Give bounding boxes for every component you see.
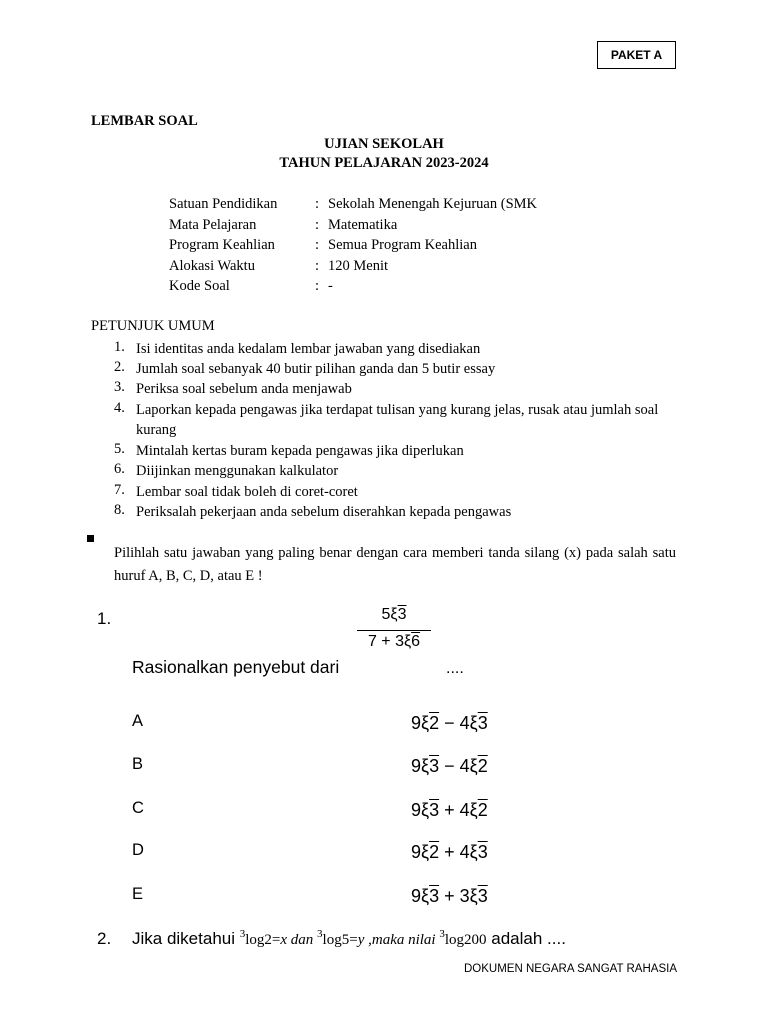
radicand: 2: [477, 800, 488, 820]
info-colon: :: [315, 217, 320, 233]
info-colon: :: [315, 258, 320, 274]
bullet-marker: [87, 535, 94, 542]
radicand: 3: [429, 886, 440, 906]
info-value: -: [328, 278, 333, 294]
instruction-text: Laporkan kepada pengawas jika terdapat tulisan yang kurang jelas, rusak atau jumlah soal kurang: [136, 402, 659, 438]
term: + 4ξ: [439, 800, 478, 820]
denominator-radicand: 6: [411, 633, 421, 650]
instruction-item: [114, 502, 674, 522]
q2-dan: dan: [287, 932, 318, 948]
term: 9ξ: [411, 800, 430, 820]
q2-tail: adalah ....: [486, 929, 566, 948]
info-value: Sekolah Menengah Kejuruan (SMK: [328, 196, 537, 212]
instruction-number: 7.: [114, 482, 125, 498]
instruction-item: [114, 482, 674, 502]
option-letter-b[interactable]: B: [132, 755, 144, 773]
radicand: 2: [429, 842, 440, 862]
instruction-item: [114, 379, 674, 399]
instruction-text: Lembar soal tidak boleh di coret-coret: [136, 484, 358, 500]
answer-directions: Pilihlah satu jawaban yang paling benar dengan cara memberi tanda silang (x) pada salah satu huruf A, B, C, D, atau E !: [114, 545, 676, 584]
term: 9ξ: [411, 842, 430, 862]
log-base: 3: [239, 928, 246, 940]
instruction-number: 8.: [114, 502, 125, 518]
fraction-numerator: [357, 606, 431, 628]
question-text: [132, 928, 566, 949]
radicand: 3: [429, 800, 440, 820]
info-row-kode: [169, 278, 333, 295]
option-letter-d[interactable]: D: [132, 841, 144, 859]
exam-year: TAHUN PELAJARAN 2023-2024: [279, 155, 489, 171]
instruction-number: 1.: [114, 339, 125, 355]
instruction-text: Mintalah kertas buram kepada pengawas jika diperlukan: [136, 443, 464, 459]
instruction-text: Diijinkan menggunakan kalkulator: [136, 463, 339, 479]
instruction-number: 5.: [114, 441, 125, 457]
fraction-expression: [357, 606, 431, 651]
footer-classification: DOKUMEN NEGARA SANGAT RAHASIA: [463, 963, 677, 975]
numerator-radicand: 3: [397, 606, 407, 623]
radicand: 2: [477, 756, 488, 776]
info-label: Alokasi Waktu: [169, 258, 255, 274]
info-colon: :: [315, 237, 320, 253]
radicand: 3: [429, 756, 440, 776]
log-term: log2=: [245, 932, 281, 948]
instruction-number: 6.: [114, 461, 125, 477]
denominator-prefix: 7 + 3ξ: [367, 633, 412, 650]
term: 9ξ: [411, 886, 430, 906]
option-value-e: [411, 886, 488, 907]
option-letter-a[interactable]: A: [132, 712, 144, 730]
instruction-text: Periksalah pekerjaan anda sebelum diserahkan kepada pengawas: [136, 504, 512, 520]
info-label: Kode Soal: [169, 278, 230, 294]
term: − 4ξ: [439, 713, 478, 733]
option-value-b: [411, 756, 488, 777]
var-y: y: [357, 932, 365, 948]
exam-title: UJIAN SEKOLAH: [324, 136, 444, 152]
info-label: Mata Pelajaran: [169, 217, 257, 233]
info-row-mapel: [169, 217, 397, 234]
q2-lead: Jika diketahui: [132, 929, 240, 948]
term: 9ξ: [411, 756, 430, 776]
instruction-number: 2.: [114, 359, 125, 375]
info-label: Satuan Pendidikan: [169, 196, 278, 212]
instruction-number: 4.: [114, 400, 125, 416]
instruction-text: Periksa soal sebelum anda menjawab: [136, 381, 352, 397]
radicand: 3: [477, 713, 488, 733]
instruction-text: Isi identitas anda kedalam lembar jawaban yang disediakan: [136, 341, 481, 357]
info-colon: :: [315, 278, 320, 294]
question-text: Rasionalkan penyebut dari: [132, 657, 340, 677]
term: − 4ξ: [439, 756, 478, 776]
question-number: 1.: [97, 609, 112, 628]
question-dots: ....: [446, 660, 464, 677]
term: 9ξ: [411, 713, 430, 733]
info-row-waktu: [169, 258, 388, 275]
instruction-text: Jumlah soal sebanyak 40 butir pilihan ganda dan 5 butir essay: [136, 361, 496, 377]
fraction-bar: [357, 630, 431, 631]
instruction-item: [114, 400, 674, 440]
info-value: 120 Menit: [328, 258, 389, 274]
term: + 3ξ: [439, 886, 478, 906]
petunjuk-heading: PETUNJUK UMUM: [91, 318, 215, 334]
option-value-c: [411, 800, 488, 821]
log-term: log200: [444, 932, 487, 948]
instruction-item: [114, 461, 674, 481]
info-value: Matematika: [328, 217, 398, 233]
option-value-a: [411, 713, 488, 734]
option-letter-c[interactable]: C: [132, 799, 144, 817]
var-x: x: [280, 932, 288, 948]
option-letter-e[interactable]: E: [132, 885, 144, 903]
info-colon: :: [315, 196, 320, 212]
lembar-soal-heading: LEMBAR SOAL: [91, 113, 198, 129]
question-number: 2.: [97, 929, 112, 948]
instruction-item: [114, 441, 674, 461]
radicand: 3: [477, 886, 488, 906]
radicand: 3: [477, 842, 488, 862]
radicand: 2: [429, 713, 440, 733]
instruction-item: [114, 359, 674, 379]
info-row-program: [169, 237, 477, 254]
term: + 4ξ: [439, 842, 478, 862]
info-label: Program Keahlian: [169, 237, 275, 253]
log-base: 3: [317, 928, 323, 940]
info-row-satuan: [169, 196, 537, 213]
option-value-d: [411, 842, 488, 863]
instruction-item: [114, 339, 674, 359]
instruction-number: 3.: [114, 379, 125, 395]
log-term: log5=: [322, 932, 358, 948]
fraction-denominator: [357, 633, 431, 651]
numerator-coef: 5ξ: [381, 606, 398, 623]
q2-maka: ,maka nilai: [364, 932, 440, 948]
log-base: 3: [439, 928, 445, 940]
info-value: Semua Program Keahlian: [328, 237, 477, 253]
paket-label: PAKET A: [597, 41, 676, 69]
